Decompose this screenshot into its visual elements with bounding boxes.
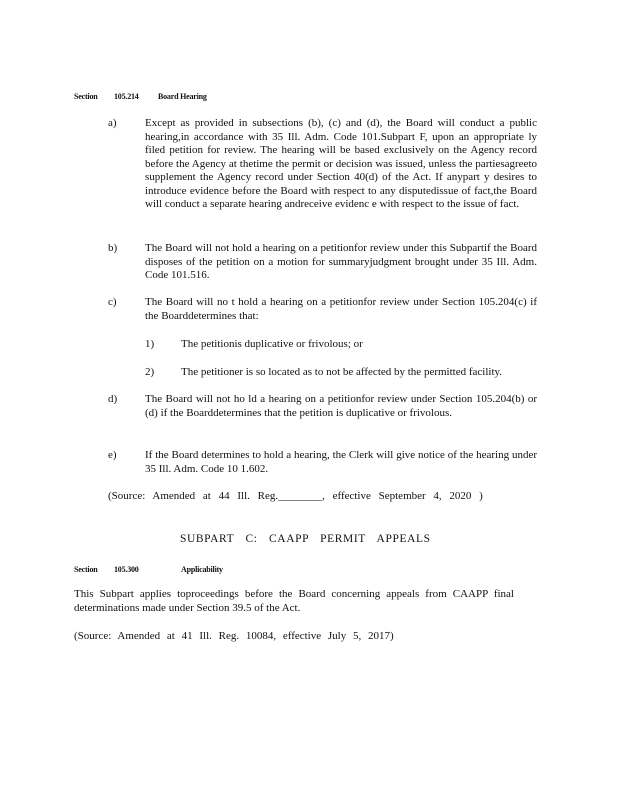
section-label: Section (74, 92, 98, 101)
sub-item-number: 1) (145, 338, 155, 350)
section-number: 105.300 (114, 565, 139, 574)
item-text: If the Board determines to hold a hearing, the Clerk will give notice of the hearing under 35 Ill. Adm. Code 10 1.602. (145, 449, 537, 475)
source-note: (Source: Amended at 44 Ill. Reg.________, effective September 4, 2020 ) (108, 490, 483, 502)
item-letter: e) (108, 449, 117, 461)
item-letter: b) (108, 242, 118, 254)
item-letter: d) (108, 393, 118, 405)
section-label: Section (74, 565, 98, 574)
item-text: The Board will not ho ld a hearing on a petitionfor review under Section 105.204(b) or (d) if the Boarddetermines that the petition is duplicative or frivolous. (145, 393, 537, 419)
item-text: Except as provided in subsections (b), (c) and (d), the Board will conduct a public hearing,in accordance with 35 Ill. Adm. Code 101.Subpart F, upon an appropriate ly filed petition for review. The hearing will be based exclusively on the Agency record before the Agency at thetime the permit or decision was issued, unless the partiesagreeto supplement the Agency record under Section 40(d) of the Act. If anypart y desires to introduce evidence before the Board with respect to any disputedissue of fact,the Board will conduct a separate hearing andreceive evidenc e with respect to the issue of fact. (145, 117, 537, 210)
sub-item-text: The petitioner is so located as to not be affected by the permitted facility. (181, 366, 503, 378)
subpart-title: SUBPART C: CAAPP PERMIT APPEALS (180, 533, 431, 545)
item-letter: c) (108, 296, 117, 308)
section-number: 105.214 (114, 92, 139, 101)
item-text: The Board will not hold a hearing on a petitionfor review under this Subpartif the Board disposes of the petition on a motion for summaryjudgment brought under 35 Ill. Adm. Code 101.516. (145, 242, 537, 281)
sub-item-text: The petitionis duplicative or frivolous; or (181, 338, 363, 350)
item-text: The Board will no t hold a hearing on a petitionfor review under Section 105.204(c) if the Boarddetermines that: (145, 296, 537, 322)
source-note: (Source: Amended at 41 Ill. Reg. 10084, effective July 5, 2017) (74, 630, 394, 642)
sub-item-number: 2) (145, 366, 155, 378)
section-title: Applicability (181, 565, 223, 574)
body-paragraph: This Subpart applies toproceedings before the Board concerning appeals from CAAPP final determinations made under Section 39.5 of the Act. (74, 588, 514, 614)
item-letter: a) (108, 117, 117, 129)
section-title: Board Hearing (158, 92, 207, 101)
